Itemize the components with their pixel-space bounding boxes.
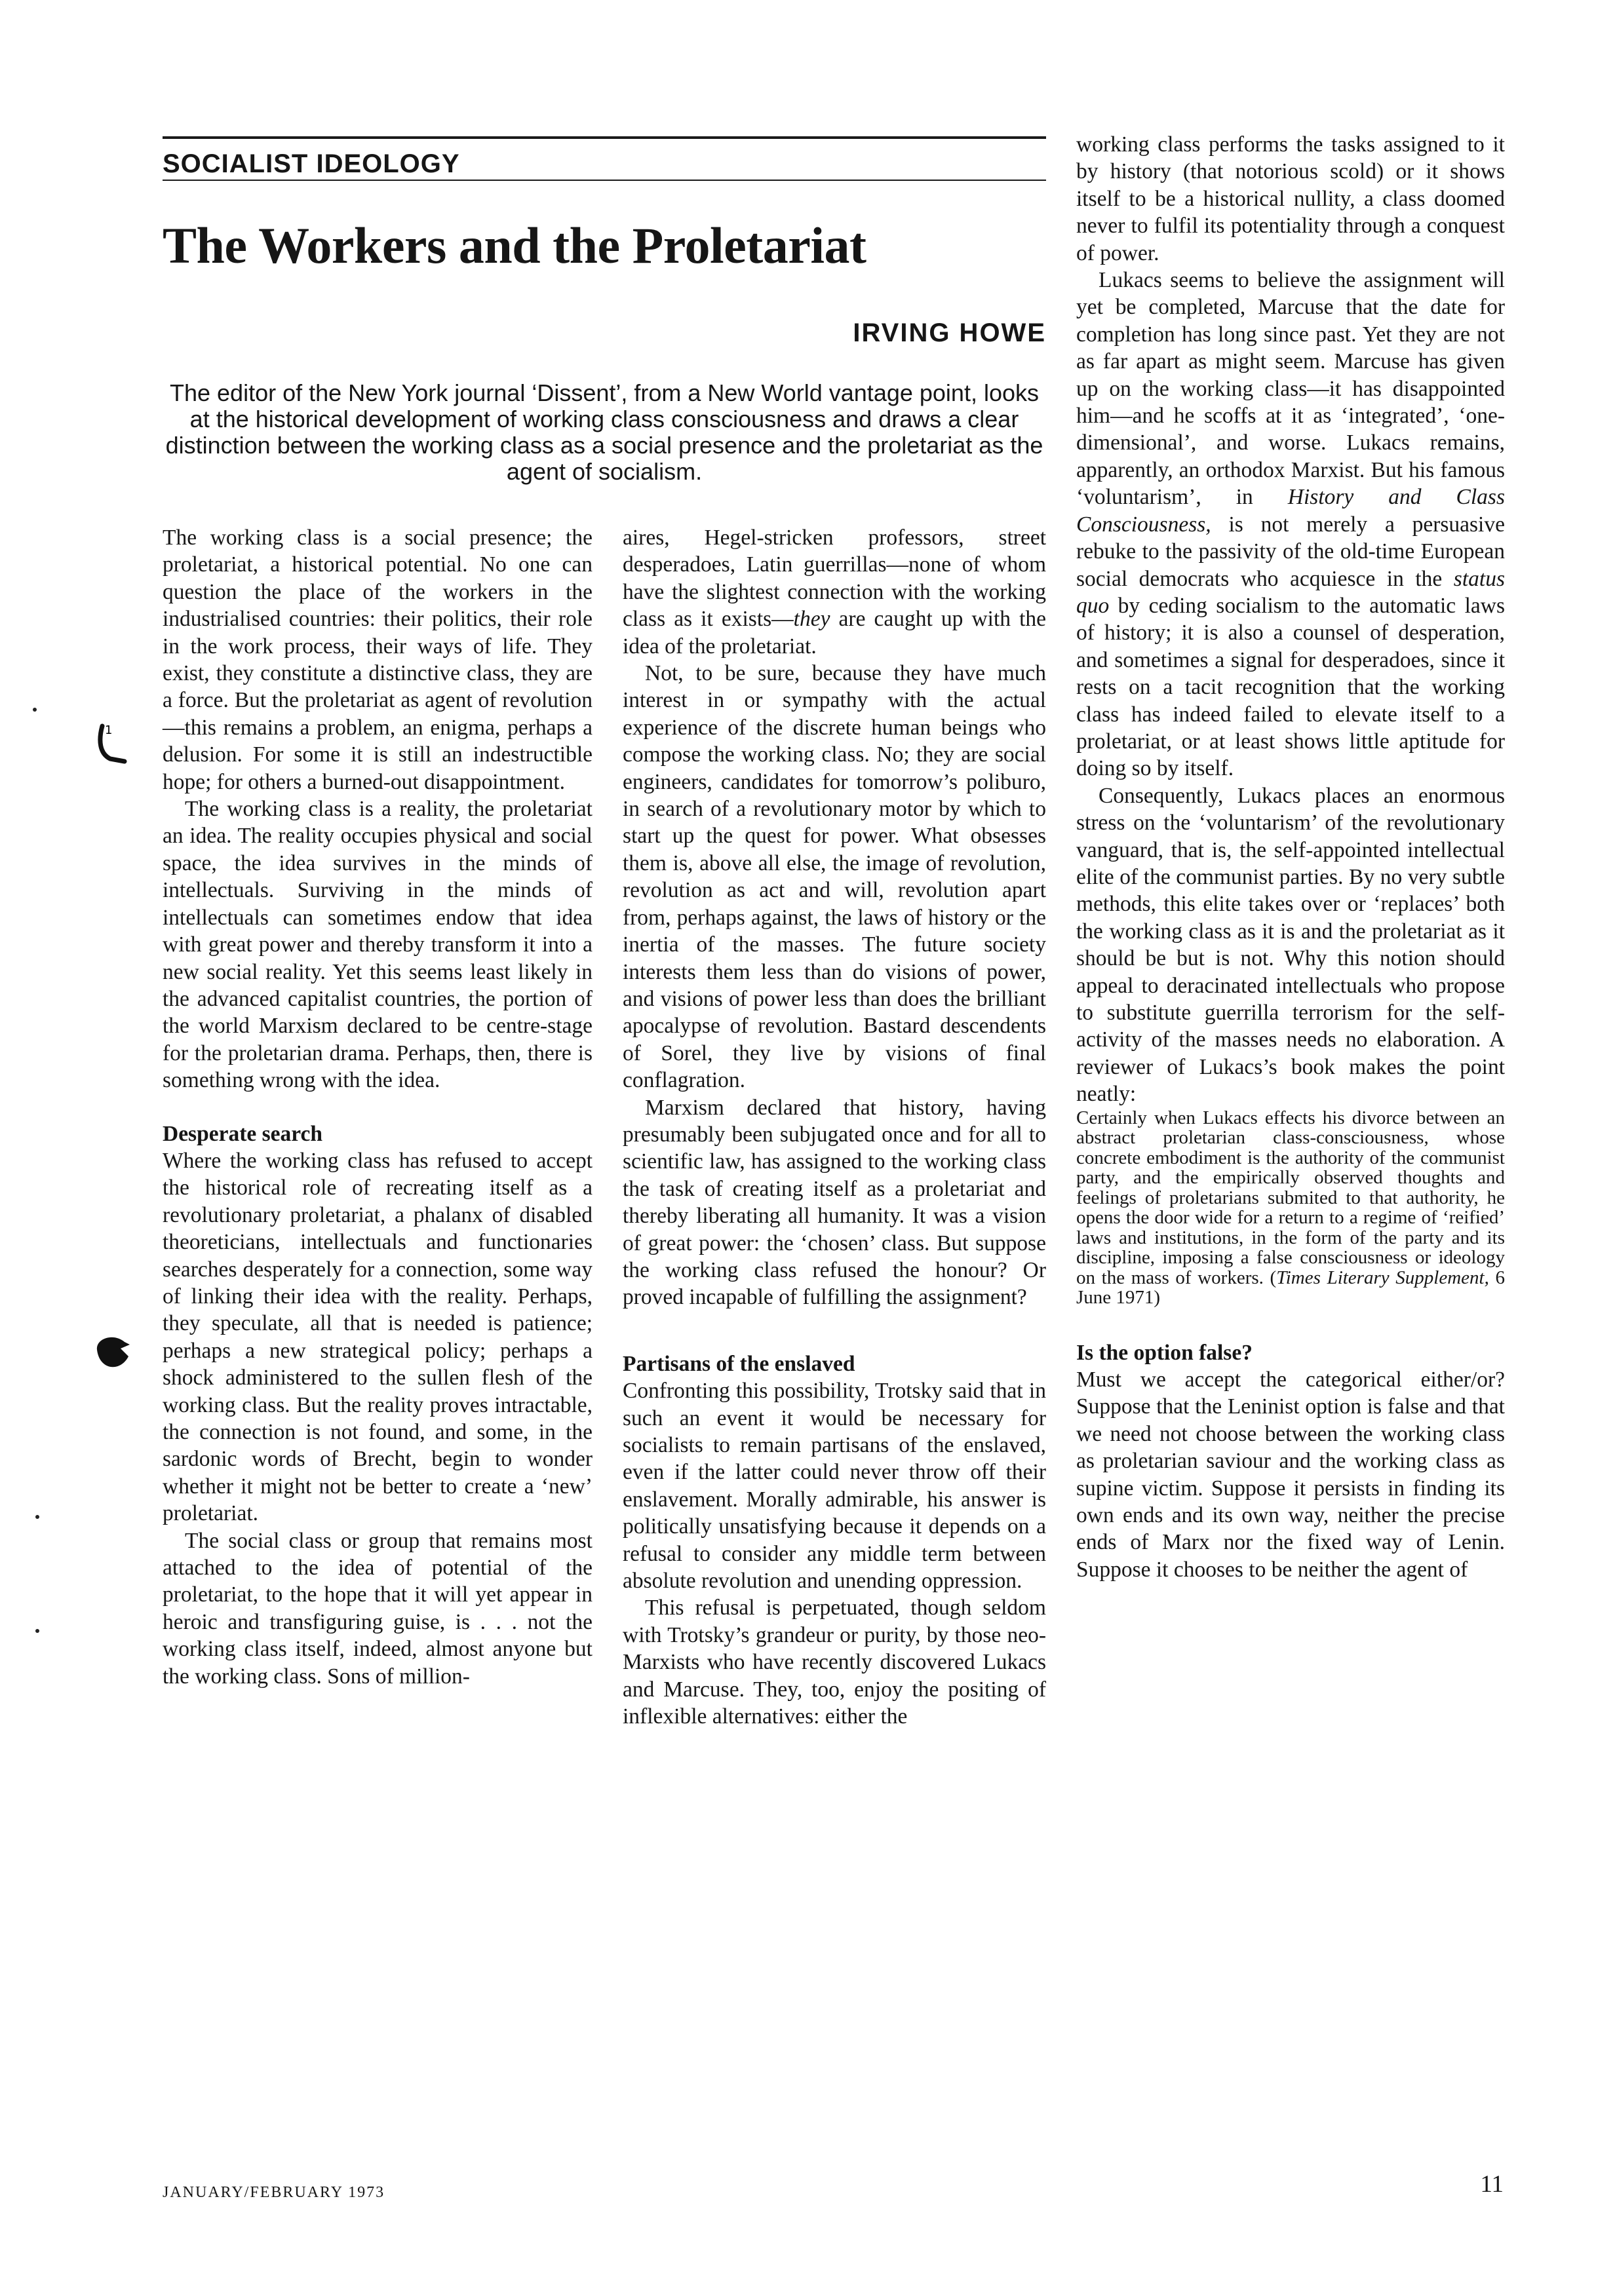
paragraph: Confronting this possibility, Trotsky said that in such an event it would be necessary for socialists to remain partisans of the enslaved, even if the latter could never throw off their enslavement. Morally admirable, his answer is politically unsatisfying because it depends on a refusal to consider any middle term between absolute revolution and unending oppression. <box>623 1379 1046 1594</box>
body-column-1 <box>163 524 593 1690</box>
margin-mark-bracket-icon <box>90 721 130 767</box>
margin-dot <box>35 1515 39 1519</box>
header-rule-top <box>163 136 1046 139</box>
paragraph: Consequently, Lukacs places an enormous stress on the ‘voluntarism’ of the revolutionary vanguard, that is, the self-appointed intellectual elite of the communist parties. By no very subtle methods, this elite takes over or ‘replaces’ both the working class as it is and the proletariat as it should be but is not. Why this notion should appeal to deracinated intellectuals who propose to substitute guerrilla terrorism for the self-activity of the masses needs no elaboration. A reviewer of Lukacs’s book makes the point neatly: <box>1076 783 1505 1107</box>
subheading-partisans-of-the-enslaved: Partisans of the enslaved <box>623 1351 855 1376</box>
page-number: 11 <box>1480 2171 1504 2198</box>
paragraph: Lukacs seems to believe the assignment will yet be completed, Marcuse that the date for completion has long since past. Yet they are not as far apart as might seem. Marcuse has given up on the working class—it has disappointed him—and he scoffs at it as ‘integrated’, ‘one-dimensional’, and worse. Lukacs remains, apparently, an orthodox Marxist. But his famous ‘voluntarism’, in History and Class Consciousness, is not merely a persuasive rebuke to the passivity of the old-time European social democrats who acquiesce in the status quo by ceding socialism to the automatic laws of history; it is also a counsel of desperation, and sometimes a signal for desperadoes, since it rests on a tacit recognition that the working class has indeed failed to elevate itself to a proletariat, or at least shows little aptitude for doing so by itself. <box>1076 268 1505 781</box>
paragraph: working class performs the tasks assigned to it by history (that notorious scold) or it shows itself to be a historical nullity, a class doomed never to fulfil its potentiality through a conquest of power. <box>1076 132 1505 265</box>
paragraph: Not, to be sure, because they have much interest in or sympathy with the actual experience of the discrete human beings who compose the working class. No; they are social engineers, candidates for tomorrow’s poliburo, in search of a revolutionary motor by which to start up the quest for power. What obsesses them is, above all else, the image of revolution, revolution as act and will, revolution apart from, perhaps against, the laws of history or the inertia of the masses. The future society interests them less than do visions of power, and visions of power less than does the brilliant apocalypse of revolution. Bastard descendents of Sorel, they live by visions of final conflagration. <box>623 661 1046 1093</box>
subheading-desperate-search: Desperate search <box>163 1121 323 1146</box>
paragraph: Marxism declared that history, having presumably been subjugated once and for all to scientific law, has assigned to the working class the task of creating itself as a proletariat and thereby liberating all humanity. It was a vision of great power: the ‘chosen’ class. But suppose the working class refused the honour? Or proved incapable of fulfilling the assignment? <box>623 1095 1046 1310</box>
standfirst: The editor of the New York journal ‘Dissent’, from a New World vantage point, looks at the historical development of working class consciousness and draws a clear distinction between the working class as a social presence and the proletariat as the agent of socialism. <box>165 379 1043 485</box>
paragraph: Must we accept the categorical either/or? Suppose that the Leninist option is false and that we need not choose between the working class as proletarian saviour and the working class as supine victim. Suppose it persists in finding its own ends and its own way, neither the precise ends of Marx nor the fixed way of Lenin. Suppose it chooses to be neither the agent of <box>1076 1368 1505 1582</box>
footer-issue-date: JANUARY/FEBRUARY 1973 <box>163 2184 385 2201</box>
article-title: The Workers and the Proletariat <box>163 217 866 274</box>
paragraph: The working class is a social presence; the proletariat, a historical potential. No one can question the place of the workers in the industrialised countries: their politics, their role in the work process, their ways of life. They exist, they constitute a distinctive class, they are a force. But the proletariat as agent of revolution—this remains a problem, an enigma, perhaps a delusion. For some it is still an indestructible hope; for others a burned-out disappointment. <box>163 526 593 794</box>
body-column-2 <box>623 524 1046 1730</box>
margin-mark-blot-icon <box>90 1330 136 1376</box>
section-label: SOCIALIST IDEOLOGY <box>163 149 460 178</box>
paragraph: The working class is a reality, the proletariat an idea. The reality occupies physical and social space, the idea survives in the minds of intellectuals. Surviving in the minds of intellectuals can sometimes endow that idea with great power and thereby transform it into a new social reality. Yet this seems least likely in the advanced capitalist countries, the portion of the world Marxism declared to be centre-stage for the proletarian drama. Perhaps, then, there is something wrong with the idea. <box>163 797 593 1093</box>
author-byline: IRVING HOWE <box>853 318 1046 347</box>
margin-dot <box>33 708 37 712</box>
paragraph: aires, Hegel-stricken professors, street desperadoes, Latin guerrillas—none of whom have the slightest connection with the working class as it exists—they are caught up with the idea of the proletariat. <box>623 526 1046 659</box>
body-column-3 <box>1076 131 1505 1583</box>
paragraph: Where the working class has refused to accept the historical role of recreating itself as a revolutionary proletariat, a phalanx of disabled theoreticians, intellectuals and functionaries searches desperately for a connection, some way of linking their idea with the reality. Perhaps, they speculate, all that is needed is patience; perhaps a new strategical policy; perhaps a shock administered to the sullen flesh of the working class. But the reality proves intractable, the connection is not found, and some, in the sardonic words of Brecht, begin to wonder whether it might not be better to create a ‘new’ proletariat. <box>163 1148 593 1526</box>
margin-dot <box>35 1629 39 1633</box>
paragraph: This refusal is perpetuated, though seldom with Trotsky’s grandeur or purity, by those neo-Marxists who have recently discovered Lukacs and Marcuse. They, too, enjoy the positing of inflexible alternatives: either the <box>623 1596 1046 1729</box>
subheading-is-the-option-false: Is the option false? <box>1076 1340 1253 1365</box>
header-rule-bottom <box>163 180 1046 181</box>
block-quote: Certainly when Lukacs effects his divorce between an abstract proletarian class-consciousness, whose concrete embodiment is the authority of the communist party, and the empirically observed thoughts and feelings of proletarians submited to that authority, he opens the door wide for a return to a regime of ‘reified’ laws and institutions, in the form of the party and its discipline, imposing a false consciousness or ideology on the mass of workers. (Times Literary Supplement, 6 June 1971) <box>1076 1107 1506 1309</box>
paragraph: The social class or group that remains most attached to the idea of potential of the proletariat, to the hope that it will yet appear in heroic and transfiguring guise, is . . . not the working class itself, indeed, almost anyone but the working class. Sons of million- <box>163 1528 593 1689</box>
svg-text:1: 1 <box>105 723 113 737</box>
